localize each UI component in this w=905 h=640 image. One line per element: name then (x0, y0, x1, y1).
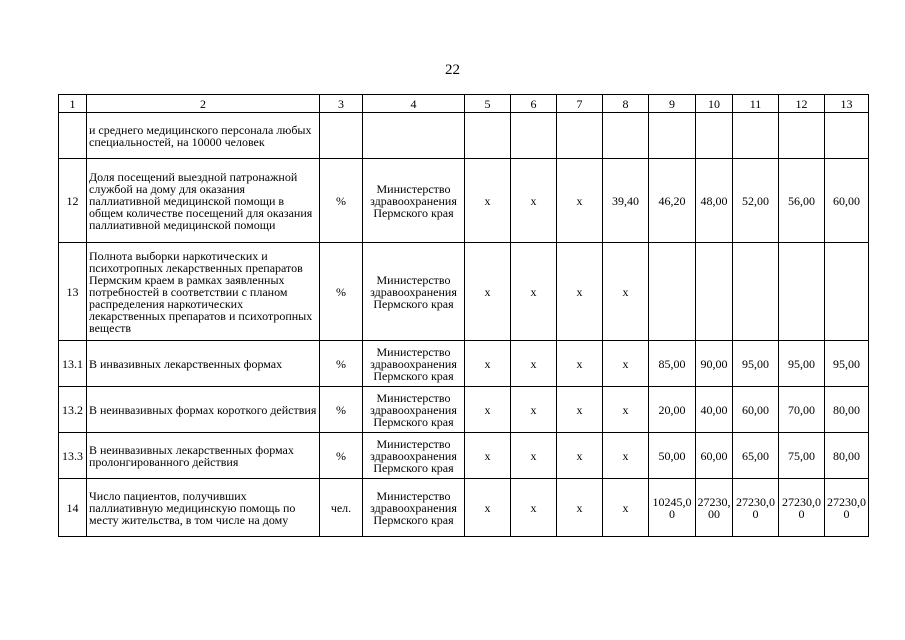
table-row (59, 341, 869, 387)
value-cell: 90,00 (696, 341, 733, 387)
value-cell: х (465, 159, 511, 243)
header-row (59, 95, 869, 113)
value-cell: х (603, 387, 649, 433)
indicator-name: В неинвазивных формах короткого действия (87, 387, 320, 433)
value-cell (603, 113, 649, 159)
responsible-org: Министерство здравоохранения Пермского края (363, 159, 465, 243)
value-cell: х (557, 243, 603, 341)
value-cell: х (511, 243, 557, 341)
row-number: 14 (59, 479, 87, 537)
value-cell: 27230,00 (825, 479, 869, 537)
value-cell: х (465, 387, 511, 433)
unit-cell: % (320, 341, 363, 387)
row-number: 13.2 (59, 387, 87, 433)
value-cell: 52,00 (733, 159, 779, 243)
header-cell: 9 (649, 95, 696, 113)
header-cell: 3 (320, 95, 363, 113)
responsible-org: Министерство здравоохранения Пермского края (363, 479, 465, 537)
value-cell: х (511, 387, 557, 433)
value-cell: х (511, 479, 557, 537)
value-cell (825, 243, 869, 341)
value-cell: 95,00 (733, 341, 779, 387)
indicator-name: Число пациентов, получивших паллиативную медицинскую помощь по месту жительства, в том числе на дому (87, 479, 320, 537)
header-cell: 2 (87, 95, 320, 113)
value-cell: 56,00 (779, 159, 825, 243)
value-cell: 60,00 (733, 387, 779, 433)
unit-cell: чел. (320, 479, 363, 537)
value-cell (733, 243, 779, 341)
value-cell (779, 113, 825, 159)
value-cell: 65,00 (733, 433, 779, 479)
value-cell: х (557, 159, 603, 243)
row-number (59, 113, 87, 159)
value-cell: х (603, 341, 649, 387)
indicator-name: В инвазивных лекарственных формах (87, 341, 320, 387)
value-cell: х (465, 341, 511, 387)
indicator-name: и среднего медицинского персонала любых специальностей, на 10000 человек (87, 113, 320, 159)
value-cell: 50,00 (649, 433, 696, 479)
header-cell: 10 (696, 95, 733, 113)
value-cell: 60,00 (696, 433, 733, 479)
value-cell (733, 113, 779, 159)
value-cell: 80,00 (825, 433, 869, 479)
unit-cell (320, 113, 363, 159)
value-cell: 46,20 (649, 159, 696, 243)
indicator-name: В неинвазивных лекарственных формах пролонгированного действия (87, 433, 320, 479)
table-row (59, 387, 869, 433)
value-cell (696, 243, 733, 341)
value-cell: х (557, 433, 603, 479)
header-cell: 5 (465, 95, 511, 113)
table-row (59, 113, 869, 159)
responsible-org: Министерство здравоохранения Пермского края (363, 387, 465, 433)
table-row (59, 243, 869, 341)
value-cell: 27230,00 (779, 479, 825, 537)
header-cell: 12 (779, 95, 825, 113)
value-cell: 40,00 (696, 387, 733, 433)
unit-cell: % (320, 433, 363, 479)
header-cell: 13 (825, 95, 869, 113)
value-cell: х (465, 243, 511, 341)
indicator-name: Доля посещений выездной патронажной службой на дому для оказания паллиативной медицинской помощи в общем количестве посещений для оказания паллиативной медицинской помощи (87, 159, 320, 243)
indicators-table (58, 94, 869, 537)
value-cell (649, 243, 696, 341)
value-cell: х (557, 479, 603, 537)
unit-cell: % (320, 159, 363, 243)
value-cell (779, 243, 825, 341)
value-cell (825, 113, 869, 159)
unit-cell: % (320, 387, 363, 433)
value-cell: х (465, 433, 511, 479)
value-cell: х (465, 479, 511, 537)
header-cell: 1 (59, 95, 87, 113)
value-cell (511, 113, 557, 159)
row-number: 13.3 (59, 433, 87, 479)
value-cell: 95,00 (779, 341, 825, 387)
responsible-org: Министерство здравоохранения Пермского края (363, 243, 465, 341)
value-cell: х (603, 433, 649, 479)
value-cell: х (557, 387, 603, 433)
unit-cell: % (320, 243, 363, 341)
value-cell: х (557, 341, 603, 387)
value-cell: х (603, 479, 649, 537)
value-cell (465, 113, 511, 159)
responsible-org (363, 113, 465, 159)
table-row (59, 479, 869, 537)
value-cell: х (511, 341, 557, 387)
value-cell: 39,40 (603, 159, 649, 243)
value-cell: 27230,00 (733, 479, 779, 537)
indicator-name: Полнота выборки наркотических и психотропных лекарственных препаратов Пермским краем в рамках заявленных потребностей в соответствии с планом распределения наркотических лекарственных препаратов и психотропных веществ (87, 243, 320, 341)
table-row (59, 159, 869, 243)
table-row (59, 433, 869, 479)
value-cell: 85,00 (649, 341, 696, 387)
value-cell: х (511, 433, 557, 479)
value-cell: 70,00 (779, 387, 825, 433)
value-cell: 27230,00 (696, 479, 733, 537)
row-number: 13.1 (59, 341, 87, 387)
page-number: 22 (445, 62, 460, 78)
header-cell: 7 (557, 95, 603, 113)
value-cell: 80,00 (825, 387, 869, 433)
value-cell: 60,00 (825, 159, 869, 243)
row-number: 13 (59, 243, 87, 341)
value-cell (557, 113, 603, 159)
header-cell: 11 (733, 95, 779, 113)
value-cell: 20,00 (649, 387, 696, 433)
value-cell (649, 113, 696, 159)
value-cell (696, 113, 733, 159)
value-cell: х (511, 159, 557, 243)
responsible-org: Министерство здравоохранения Пермского края (363, 433, 465, 479)
responsible-org: Министерство здравоохранения Пермского края (363, 341, 465, 387)
header-cell: 8 (603, 95, 649, 113)
header-cell: 6 (511, 95, 557, 113)
value-cell: х (603, 243, 649, 341)
header-cell: 4 (363, 95, 465, 113)
value-cell: 10245,00 (649, 479, 696, 537)
value-cell: 75,00 (779, 433, 825, 479)
value-cell: 95,00 (825, 341, 869, 387)
row-number: 12 (59, 159, 87, 243)
value-cell: 48,00 (696, 159, 733, 243)
